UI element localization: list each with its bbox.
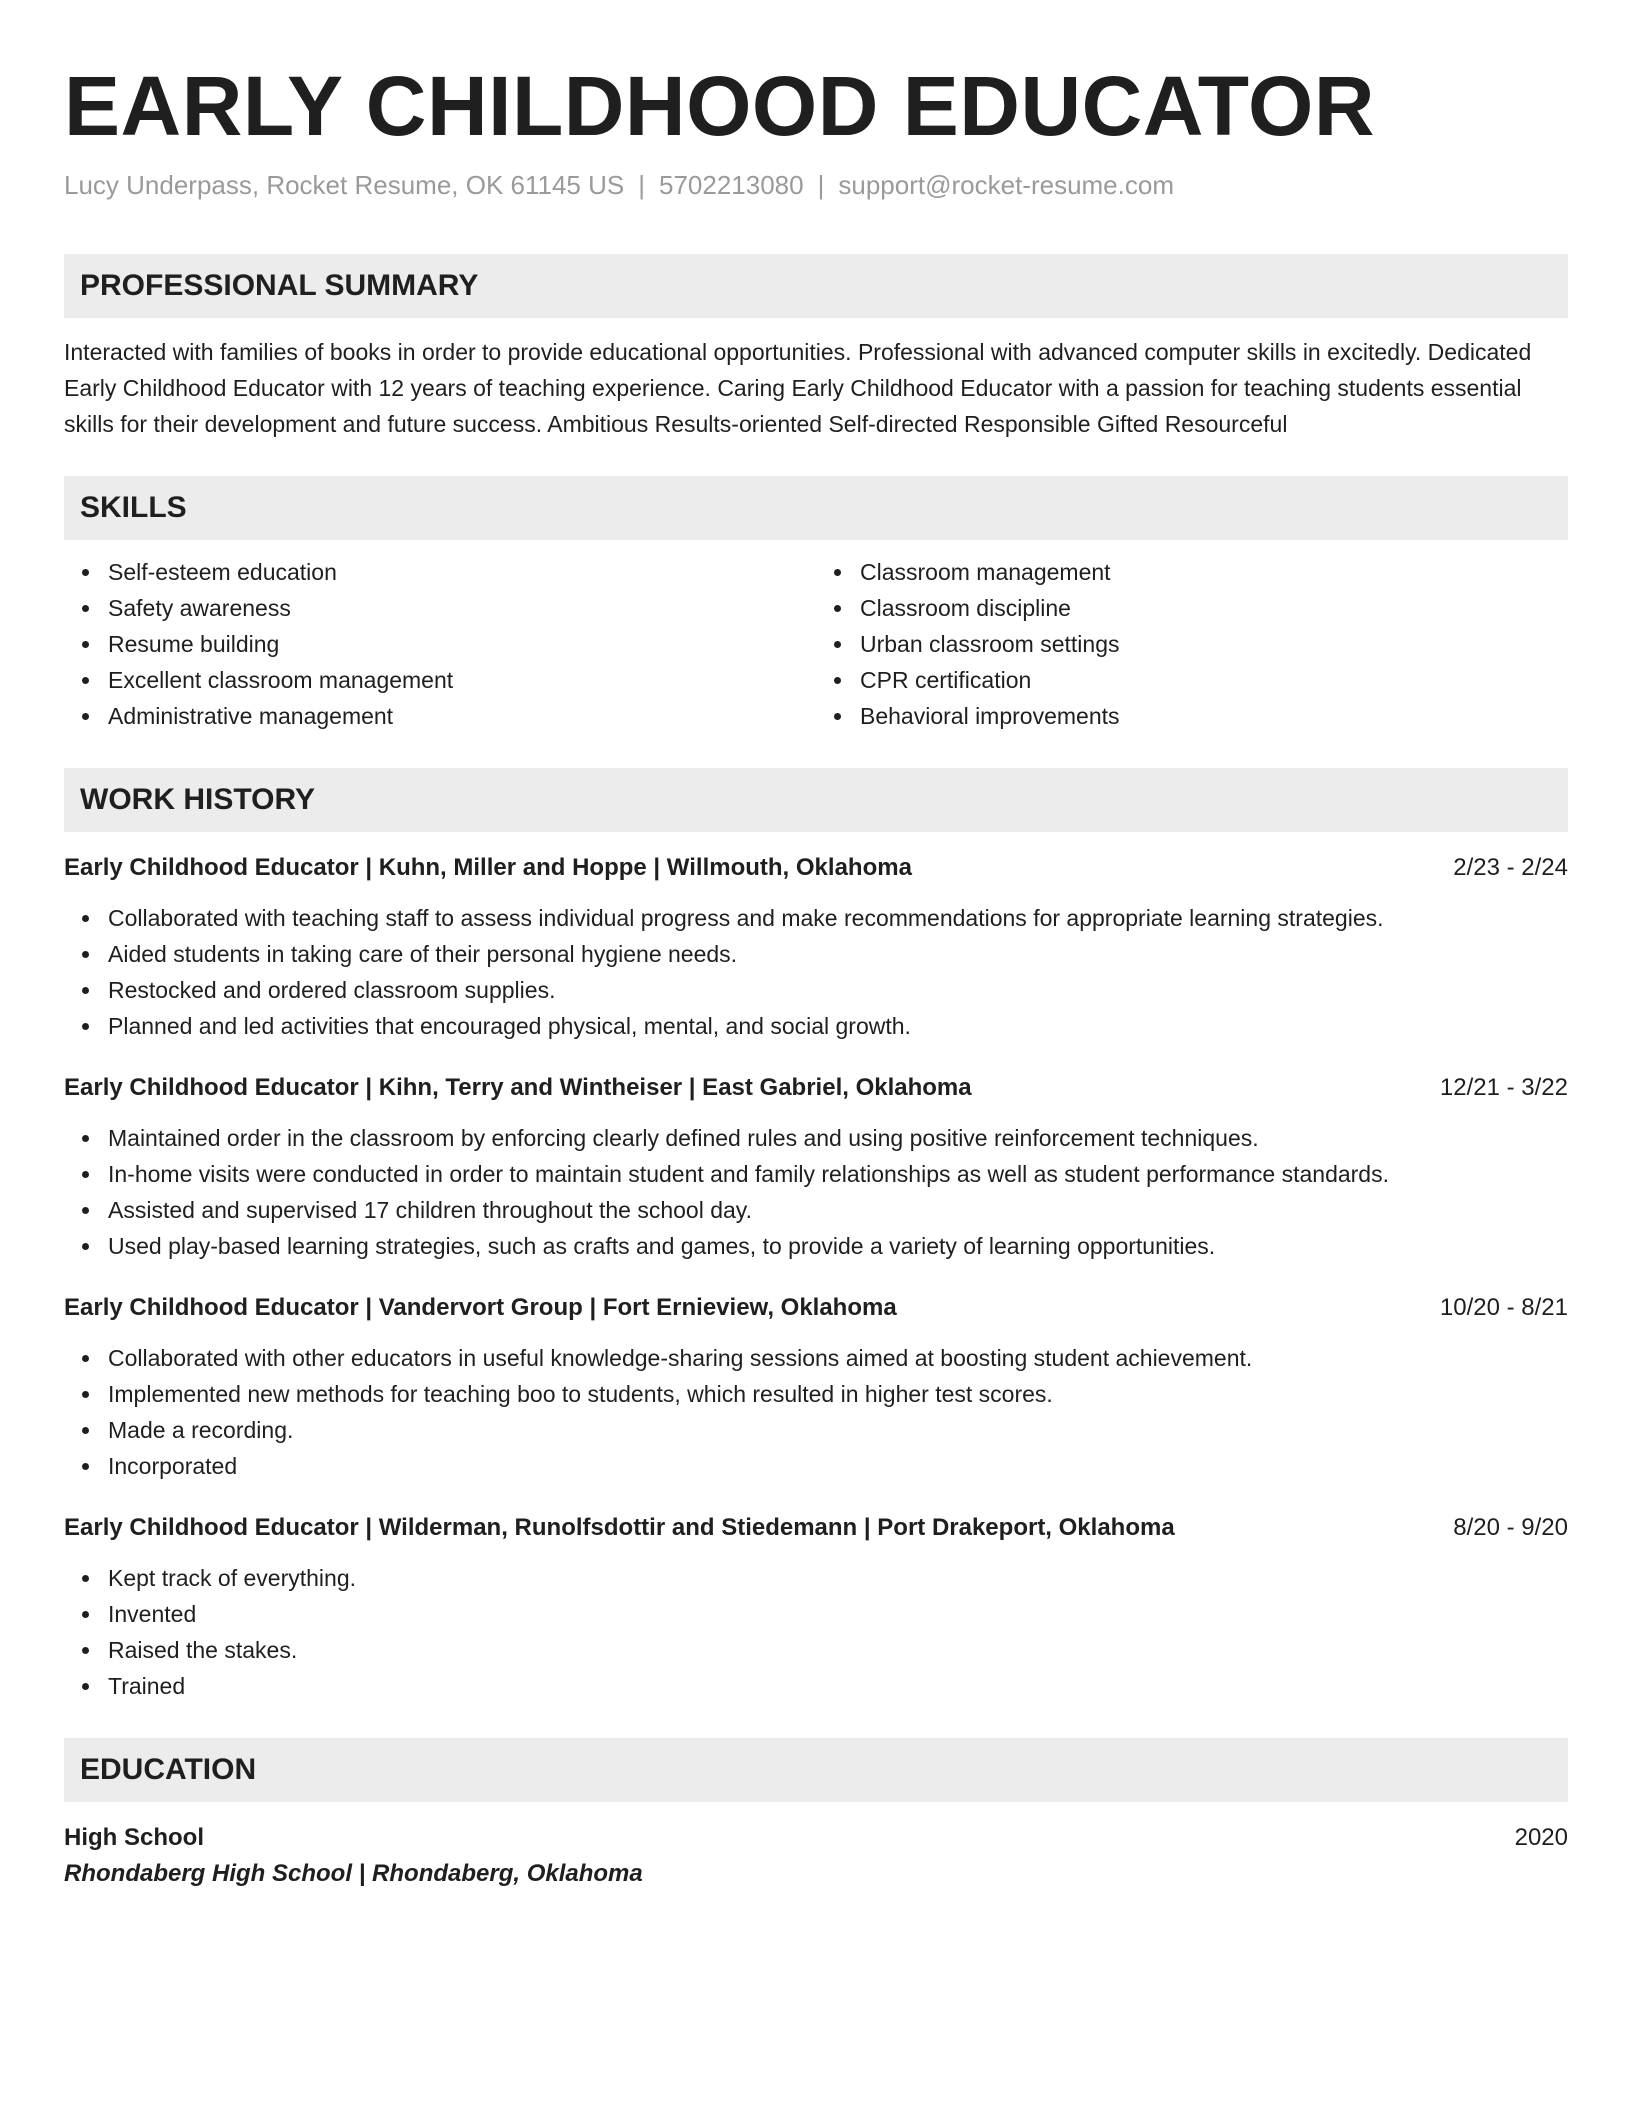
- job-header: [64, 1510, 1568, 1546]
- education-school: Rhondaberg High School | Rhondaberg, Oklahoma: [64, 1860, 643, 1887]
- job-bullet: Aided students in taking care of their personal hygiene needs.: [108, 936, 1568, 972]
- skill-item: Urban classroom settings: [860, 626, 1568, 662]
- skills-grid: [64, 554, 1568, 734]
- job-bullets: [64, 1340, 1568, 1484]
- summary-text: Interacted with families of books in order to provide educational opportunities. Professional with advanced computer skills in excitedly. Dedicated Early Childhood Educator with 12 years of teaching experience. Caring Early Childhood Educator with a passion for teaching students essential skills for their development and future success. Ambitious Results-oriented Self-directed Responsible Gifted Resourceful: [64, 339, 1532, 437]
- job-title: Early Childhood Educator | Vandervort Group | Fort Ernieview, Oklahoma: [64, 1294, 897, 1321]
- job-entry: [64, 1290, 1568, 1484]
- job-entry: [64, 1510, 1568, 1704]
- resume-name: EARLY CHILDHOOD EDUCATOR: [64, 59, 1376, 153]
- job-bullet: Maintained order in the classroom by enforcing clearly defined rules and using positive reinforcement techniques.: [108, 1120, 1568, 1156]
- job-bullet: Planned and led activities that encouraged physical, mental, and social growth.: [108, 1008, 1568, 1044]
- contact-line: [64, 168, 1568, 202]
- skills-section: [64, 476, 1568, 734]
- job-title: Early Childhood Educator | Kihn, Terry and Wintheiser | East Gabriel, Oklahoma: [64, 1074, 972, 1101]
- skill-item: Classroom management: [860, 554, 1568, 590]
- job-bullet: Invented: [108, 1596, 1568, 1632]
- skill-item: CPR certification: [860, 662, 1568, 698]
- work-history-section: [64, 768, 1568, 1704]
- education-degree: High School: [64, 1824, 204, 1851]
- education-year: 2020: [1514, 1824, 1568, 1851]
- job-bullet: Used play-based learning strategies, such as crafts and games, to provide a variety of learning opportunities.: [108, 1228, 1568, 1264]
- job-bullet: Made a recording.: [108, 1412, 1568, 1448]
- job-bullet: Implemented new methods for teaching boo to students, which resulted in higher test scores.: [108, 1376, 1568, 1412]
- skills-column-left: [64, 554, 816, 734]
- job-header: [64, 850, 1568, 886]
- job-title: Early Childhood Educator | Kuhn, Miller and Hoppe | Willmouth, Oklahoma: [64, 854, 912, 881]
- contact-email: support@rocket-resume.com: [838, 170, 1174, 200]
- education-header: [64, 1820, 1568, 1856]
- contact-separator: |: [817, 170, 825, 200]
- skill-item: Classroom discipline: [860, 590, 1568, 626]
- skill-item: Self-esteem education: [108, 554, 816, 590]
- job-bullets: [64, 1120, 1568, 1264]
- job-header: [64, 1290, 1568, 1326]
- skill-item: Behavioral improvements: [860, 698, 1568, 734]
- job-bullet: Collaborated with teaching staff to assess individual progress and make recommendations for appropriate learning strategies.: [108, 900, 1568, 936]
- job-bullet: Raised the stakes.: [108, 1632, 1568, 1668]
- job-bullet: Kept track of everything.: [108, 1560, 1568, 1596]
- job-bullet: Collaborated with other educators in useful knowledge-sharing sessions aimed at boosting student achievement.: [108, 1340, 1568, 1376]
- job-bullet: Restocked and ordered classroom supplies.: [108, 972, 1568, 1008]
- education-heading: EDUCATION: [64, 1738, 1568, 1802]
- job-dates: 2/23 - 2/24: [1453, 854, 1568, 881]
- skills-column-right: [816, 554, 1568, 734]
- job-dates: 10/20 - 8/21: [1439, 1294, 1568, 1321]
- job-entry: [64, 850, 1568, 1044]
- contact-address: Lucy Underpass, Rocket Resume, OK 61145 US: [64, 170, 625, 200]
- job-bullet: In-home visits were conducted in order to maintain student and family relationships as well as student performance standards.: [108, 1156, 1568, 1192]
- skill-item: Resume building: [108, 626, 816, 662]
- skill-item: Excellent classroom management: [108, 662, 816, 698]
- skills-heading: SKILLS: [64, 476, 1568, 540]
- contact-phone: 5702213080: [659, 170, 804, 200]
- job-entry: [64, 1070, 1568, 1264]
- contact-separator: |: [638, 170, 645, 200]
- job-header: [64, 1070, 1568, 1106]
- job-dates: 12/21 - 3/22: [1439, 1074, 1568, 1101]
- summary-heading: PROFESSIONAL SUMMARY: [64, 254, 1568, 318]
- summary-section: [64, 254, 1568, 442]
- job-bullet: Incorporated: [108, 1448, 1568, 1484]
- job-title: Early Childhood Educator | Wilderman, Runolfsdottir and Stiedemann | Port Drakeport, Oklahoma: [64, 1514, 1175, 1541]
- job-dates: 8/20 - 9/20: [1453, 1514, 1568, 1541]
- skill-item: Safety awareness: [108, 590, 816, 626]
- education-section: [64, 1738, 1568, 1892]
- job-bullets: [64, 900, 1568, 1044]
- skill-item: Administrative management: [108, 698, 816, 734]
- job-bullets: [64, 1560, 1568, 1704]
- job-bullet: Trained: [108, 1668, 1568, 1704]
- work-history-heading: WORK HISTORY: [64, 768, 1568, 832]
- job-bullet: Assisted and supervised 17 children throughout the school day.: [108, 1192, 1568, 1228]
